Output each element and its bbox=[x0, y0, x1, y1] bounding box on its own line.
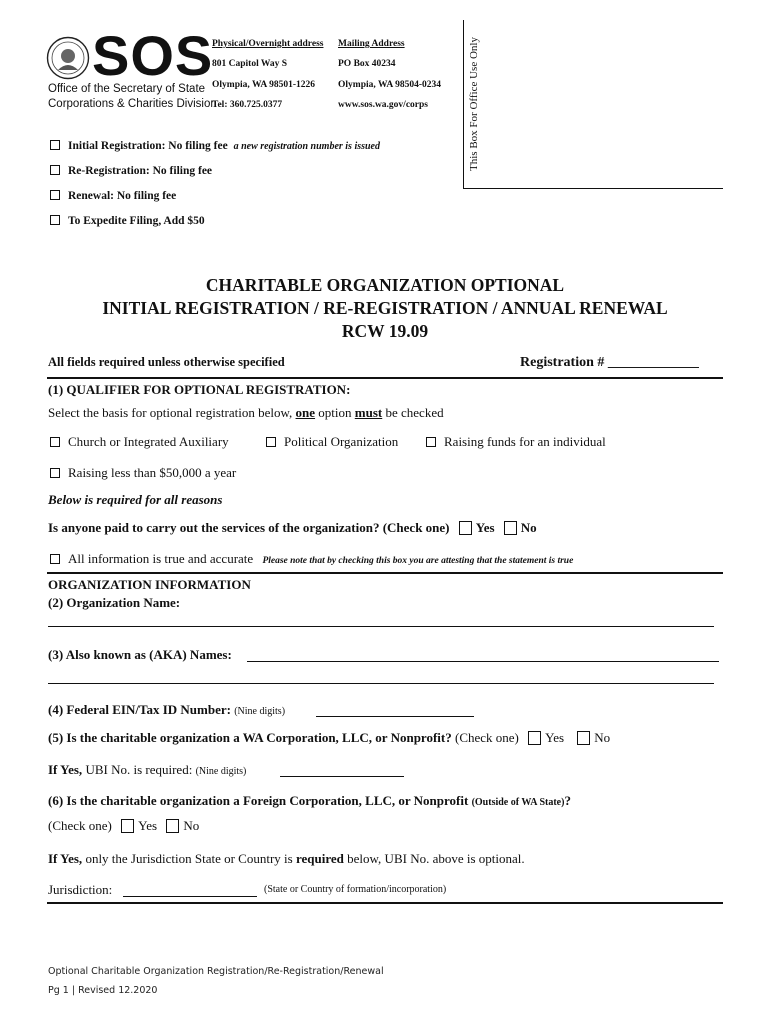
footer-page: Pg 1 | Revised 12.2020 bbox=[48, 985, 158, 996]
jurisdiction-hint: (State or Country of formation/incorporation) bbox=[264, 884, 447, 895]
checkbox[interactable] bbox=[50, 215, 60, 225]
jurisdiction-label: Jurisdiction: bbox=[48, 882, 113, 897]
checkbox[interactable] bbox=[50, 190, 60, 200]
ein-row: (4) Federal EIN/Tax ID Number: (Nine digits) bbox=[48, 702, 286, 717]
org-name-label: (2) Organization Name: bbox=[48, 595, 181, 610]
checkbox[interactable] bbox=[50, 468, 60, 478]
filing-reregistration[interactable]: Re-Registration: No filing fee bbox=[50, 165, 212, 177]
footer-title: Optional Charitable Organization Registration/Re-Registration/Renewal bbox=[48, 966, 384, 977]
office-use-label: This Box For Office Use Only bbox=[468, 37, 480, 171]
aka-line-1[interactable] bbox=[247, 661, 719, 662]
filing-renewal[interactable]: Renewal: No filing fee bbox=[50, 190, 176, 202]
attest-note: Please note that by checking this box you are attesting that the statement is true bbox=[262, 556, 574, 566]
divider bbox=[47, 377, 723, 379]
office-line: Office of the Secretary of State bbox=[48, 83, 206, 95]
attest-row[interactable]: All information is true and accurate Please note that by checking this box you are attesting that the statement is true bbox=[50, 551, 573, 567]
mailing-box: PO Box 40234 bbox=[338, 59, 396, 69]
sos-logo-text: SOS bbox=[92, 24, 214, 87]
foreign-check-row: (Check one) Yes No bbox=[48, 818, 200, 833]
below-required: Below is required for all reasons bbox=[48, 492, 223, 507]
divider bbox=[47, 572, 723, 574]
mailing-web: www.sos.wa.gov/corps bbox=[338, 100, 428, 110]
paid-question: Is anyone paid to carry out the services of the organization? (Check one) Yes No bbox=[48, 520, 537, 535]
checkbox[interactable] bbox=[50, 554, 60, 564]
office-use-box bbox=[463, 20, 464, 188]
division-line: Corporations & Charities Division bbox=[48, 98, 217, 110]
foreign-no-checkbox[interactable] bbox=[166, 819, 179, 833]
paid-yes-checkbox[interactable] bbox=[459, 521, 472, 535]
paid-no-checkbox[interactable] bbox=[504, 521, 517, 535]
registration-number[interactable]: Registration # _____________ bbox=[520, 355, 699, 370]
mailing-city: Olympia, WA 98504-0234 bbox=[338, 80, 442, 90]
checkbox[interactable] bbox=[50, 437, 60, 447]
foreign-yes-checkbox[interactable] bbox=[121, 819, 134, 833]
checkbox[interactable] bbox=[266, 437, 276, 447]
aka-line-2[interactable] bbox=[48, 683, 714, 684]
physical-city: Olympia, WA 98501-1226 bbox=[212, 80, 316, 90]
wa-yes-checkbox[interactable] bbox=[528, 731, 541, 745]
option-less-than-50k[interactable]: Raising less than $50,000 a year bbox=[50, 465, 236, 481]
checkbox[interactable] bbox=[426, 437, 436, 447]
physical-street: 801 Capitol Way S bbox=[212, 59, 288, 69]
form-title-1: CHARITABLE ORGANIZATION OPTIONAL bbox=[205, 275, 565, 295]
checkbox[interactable] bbox=[50, 140, 60, 150]
ubi-row: If Yes, UBI No. is required: (Nine digits) bbox=[48, 762, 247, 777]
aka-label: (3) Also known as (AKA) Names: bbox=[48, 647, 232, 662]
filing-initial[interactable]: Initial Registration: No filing fee a new registration number is issued bbox=[50, 140, 380, 152]
form-title-3: RCW 19.09 bbox=[341, 321, 429, 341]
initial-note: a new registration number is issued bbox=[233, 141, 380, 152]
physical-tel: Tel: 360.725.0377 bbox=[212, 100, 283, 110]
q1-heading: (1) QUALIFIER FOR OPTIONAL REGISTRATION: bbox=[48, 382, 351, 397]
foreign-question: (6) Is the charitable organization a Foreign Corporation, LLC, or Nonprofit (Outside of WA State)? bbox=[48, 793, 571, 808]
ubi-line[interactable] bbox=[280, 776, 404, 777]
all-fields-note: All fields required unless otherwise specified bbox=[48, 355, 285, 369]
option-individual[interactable]: Raising funds for an individual bbox=[426, 434, 606, 450]
jurisdiction-note-row: If Yes, only the Jurisdiction State or Country is required below, UBI No. above is optional. bbox=[48, 851, 525, 866]
wa-corp-question: (5) Is the charitable organization a WA Corporation, LLC, or Nonprofit? (Check one) Yes No bbox=[48, 730, 611, 745]
office-use-box-bottom bbox=[463, 188, 723, 189]
ein-line[interactable] bbox=[316, 716, 474, 717]
org-heading: ORGANIZATION INFORMATION bbox=[48, 577, 251, 592]
seal-logo bbox=[46, 36, 90, 80]
mailing-address-label: Mailing Address bbox=[338, 39, 405, 49]
physical-address-label: Physical/Overnight address bbox=[212, 39, 324, 49]
option-church[interactable]: Church or Integrated Auxiliary bbox=[50, 434, 229, 450]
divider bbox=[47, 902, 723, 904]
form-title-2: INITIAL REGISTRATION / RE-REGISTRATION / ANNUAL RENEWAL bbox=[102, 298, 668, 318]
filing-expedite[interactable]: To Expedite Filing, Add $50 bbox=[50, 215, 205, 227]
option-political[interactable]: Political Organization bbox=[266, 434, 398, 450]
wa-no-checkbox[interactable] bbox=[577, 731, 590, 745]
org-name-line[interactable] bbox=[48, 626, 714, 627]
jurisdiction-line[interactable] bbox=[123, 896, 257, 897]
checkbox[interactable] bbox=[50, 165, 60, 175]
q1-instruction: Select the basis for optional registration below, one option must be checked bbox=[48, 405, 444, 420]
